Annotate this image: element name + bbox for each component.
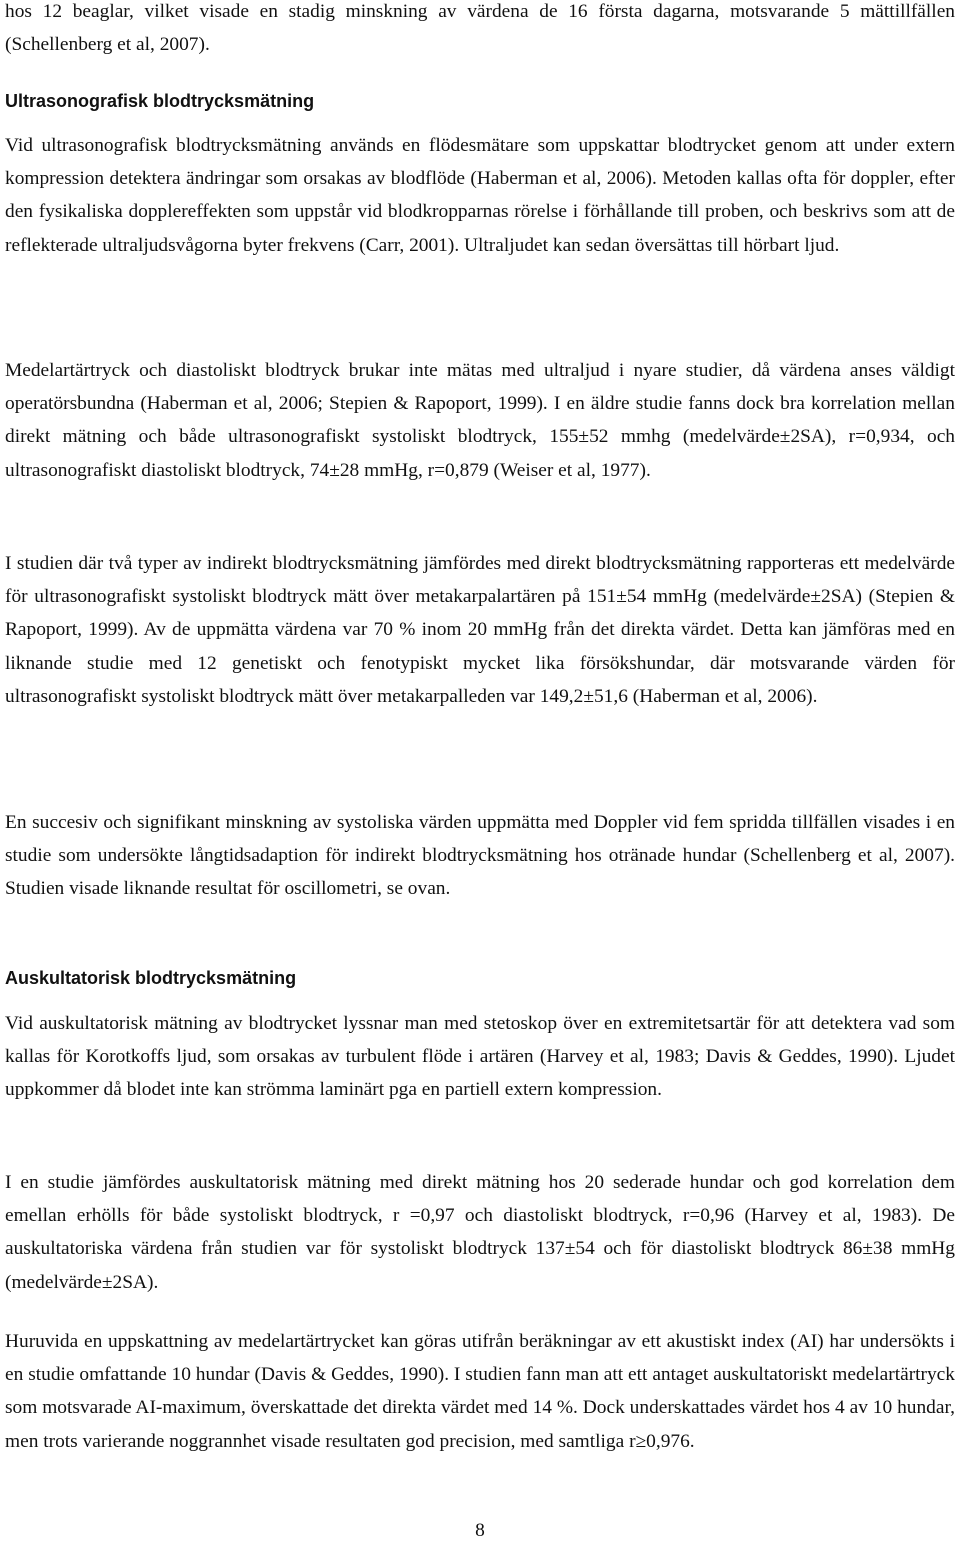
heading-auskultatorisk: Auskultatorisk blodtrycksmätning [5,968,297,988]
paragraph-auscultatory-method: Vid auskultatorisk mätning av blodtrycket lyssnar man med stetoskop över en extremitetsartär för att detektera vad som kallas för Korotkoffs ljud, som orsakas av turbulent flöde i artären (Harvey et al, 1983; Davis & Geddes, 1990). Ljudet uppkommer då blodet inte kan strömma laminärt pga en partiell extern kompression. [5,1013,955,1101]
paragraph-continued: hos 12 beaglar, vilket visade en stadig minskning av värdena de 16 första dagarna, motsvarande 5 mättillfällen (Schellenberg et al, 2007). [5,1,955,56]
paragraph-ultrasound-diastolic: Medelartärtryck och diastoliskt blodtryck brukar inte mätas med ultraljud i nyare studier, då värdena anses väldigt operatörsbundna (Haberman et al, 2006; Stepien & Rapoport, 1999). I en äldre studie fanns dock bra korrelation mellan direkt mätning och både ultrasonografiskt systoliskt blodtryck, 155±52 mmhg (medelvärde±2SA), r=0,934, och ultrasonografiskt diastoliskt blodtryck, 74±28 mmHg, r=0,879 (Weiser et al, 1977). [5,360,955,481]
paragraph-auscultatory-study: I en studie jämfördes auskultatorisk mätning med direkt mätning hos 20 sederade hundar och god korrelation dem emellan erhölls för både systoliskt blodtryck, r =0,97 och diastoliskt blodtryck, r=0,96 (Harvey et al, 1983). De auskultatoriska värdena från studien var för systoliskt blodtryck 137±54 och för diastoliskt blodtryck 86±38 mmHg (medelvärde±2SA). [5,1172,955,1293]
paragraph-auscultatory-index: Huruvida en uppskattning av medelartärtrycket kan göras utifrån beräkningar av ett akustiskt index (AI) har undersökts i en studie omfattande 10 hundar (Davis & Geddes, 1990). I studien fann man att ett antaget auskultatoriskt medelartärtryck som motsvarade AI-maximum, överskattade det direkta värdet med 14 %. Dock underskattades värdet hos 4 av 10 hundar, men trots varierande noggrannhet visade resultaten god precision, med samtliga r≥0,976. [5,1331,955,1452]
heading-ultrasonografisk: Ultrasonografisk blodtrycksmätning [5,91,315,111]
page-number: 8 [475,1520,485,1541]
paragraph-ultrasound-study: I studien där två typer av indirekt blodtrycksmätning jämfördes med direkt blodtrycksmätning rapporteras ett medelvärde för ultrasonografiskt systoliskt blodtryck mätt över metakarpalartären på 151±54 mmHg (medelvärde±2SA) (Stepien & Rapoport, 1999). Av de uppmätta värdena var 70 % inom 20 mmHg från det direkta värdet. Detta kan jämföras med en liknande studie med 12 genetiskt och fenotypiskt mycket lika försökshundar, där motsvarande värden för ultrasonografiskt systoliskt blodtryck mätt över metakarpalleden var 149,2±51,6 (Haberman et al, 2006). [5,553,955,707]
paragraph-ultrasound-adaptation: En succesiv och signifikant minskning av systoliska värden uppmätta med Doppler vid fem spridda tillfällen visades i en studie som undersökte långtidsadaption för indirekt blodtrycksmätning hos otränade hundar (Schellenberg et al, 2007). Studien visade liknande resultat för oscillometri, se ovan. [5,812,955,900]
paragraph-ultrasound-method: Vid ultrasonografisk blodtrycksmätning används en flödesmätare som uppskattar blodtrycket genom att under extern kompression detektera ändringar som orsakas av blodflöde (Haberman et al, 2006). Metoden kallas ofta för doppler, efter den fysikaliska dopplereffekten som uppstår vid blodkropparnas rörelse i förhållande till proben, och beskrivs som att de reflekterade ultraljudsvågorna byter frekvens (Carr, 2001). Ultraljudet kan sedan översättas till hörbart ljud. [5,135,955,256]
